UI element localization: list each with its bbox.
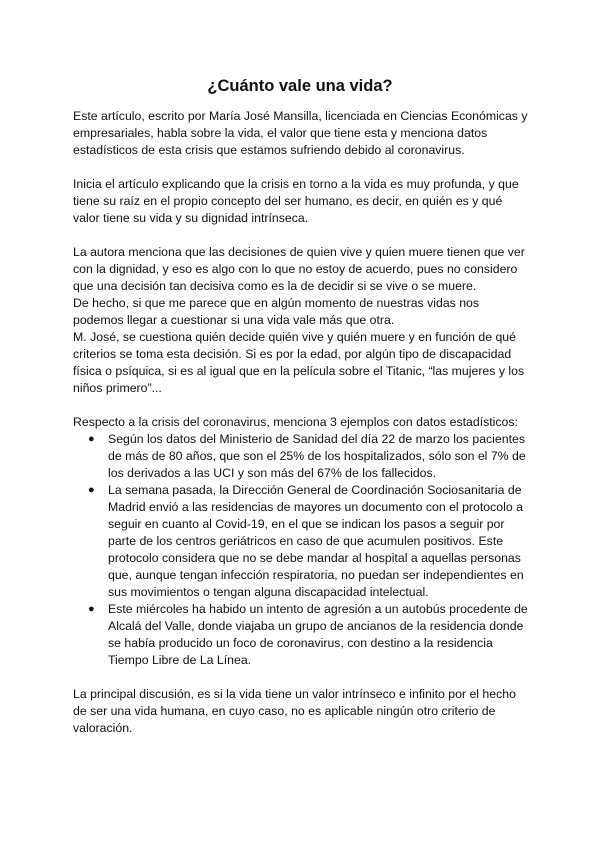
- paragraph-dignity: La autora menciona que las decisiones de quien vive y quien muere tienen que ver con la dignidad, y eso es algo con lo que no estoy de acuerdo, pues no considero que una decisión tan decisiva como es la de decidir si se vive o se muere.: [73, 245, 525, 293]
- examples-list: [73, 431, 531, 669]
- paragraph-gap: [73, 397, 531, 414]
- list-item-text: Este miércoles ha habido un intento de agresión a un autobús procedente de Alcalá del Valle, donde viajaba un grupo de ancianos de la residencia donde se había producido un foco de coronavirus, con destino a la residencia Tiempo Libre de La Línea.: [108, 602, 528, 667]
- paragraph-gap: [73, 669, 531, 686]
- paragraph-examples-intro: Respecto a la crisis del coronavirus, menciona 3 ejemplos con datos estadísticos:: [73, 415, 518, 429]
- bullet-icon: ●: [88, 433, 95, 445]
- article-body: [73, 108, 531, 737]
- page-title: ¿Cuánto vale una vida?: [207, 77, 393, 95]
- list-item-text: Según los datos del Ministerio de Sanidad del día 22 de marzo los pacientes de más de 80 años, que son el 25% de los hospitalizados, sólo son el 7% de los derivados a las UCI y son más del 67% de los fallecidos.: [108, 432, 526, 480]
- paragraph-gap: [73, 159, 531, 176]
- list-item: [73, 482, 531, 601]
- paragraph-question: De hecho, si que me parece que en algún momento de nuestras vidas nos podemos llegar a cuestionar si una vida vale más que otra.: [73, 296, 480, 327]
- paragraph-criteria: M. José, se cuestiona quién decide quién vive y quién muere y en función de qué criterios se toma esta decisión. Si es por la edad, por algún tipo de discapacidad física o psíquica, si es al igual que en la película sobre el Titanic, “las mujeres y los niños primero”...: [73, 330, 525, 395]
- paragraph-gap: [73, 227, 531, 244]
- list-item-text: La semana pasada, la Dirección General de Coordinación Sociosanitaria de Madrid envió a las residencias de mayores un documento con el protocolo a seguir en cuanto al Covid-19, en el que se indican los pasos a seguir por parte de los centros geriátricos en caso de que acumulen positivos. Este protocolo considera que no se debe mandar al hospital a aquellas personas que, aunque tengan infección respiratoria, no puedan ser independientes en sus movimientos o tengan alguna discapacidad intelectual.: [108, 483, 524, 599]
- paragraph-crisis: Inicia el artículo explicando que la crisis en torno a la vida es muy profunda, y que tiene su raíz en el propio concepto del ser humano, es decir, en quién es y qué valor tiene su vida y su dignidad intrínseca.: [73, 177, 519, 225]
- paragraph-conclusion: La principal discusión, es si la vida tiene un valor intrínseco e infinito por el hecho de ser una vida humana, en cuyo caso, no es aplicable ningún otro criterio de valoración.: [73, 687, 516, 735]
- bullet-icon: ●: [88, 603, 95, 615]
- bullet-icon: ●: [88, 484, 95, 496]
- list-item: [73, 431, 531, 482]
- list-item: [73, 601, 531, 669]
- paragraph-intro: Este artículo, escrito por María José Mansilla, licenciada en Ciencias Económicas y empresariales, habla sobre la vida, el valor que tiene esta y menciona datos estadísticos de esta crisis que estamos sufriendo debido al coronavirus.: [73, 109, 528, 157]
